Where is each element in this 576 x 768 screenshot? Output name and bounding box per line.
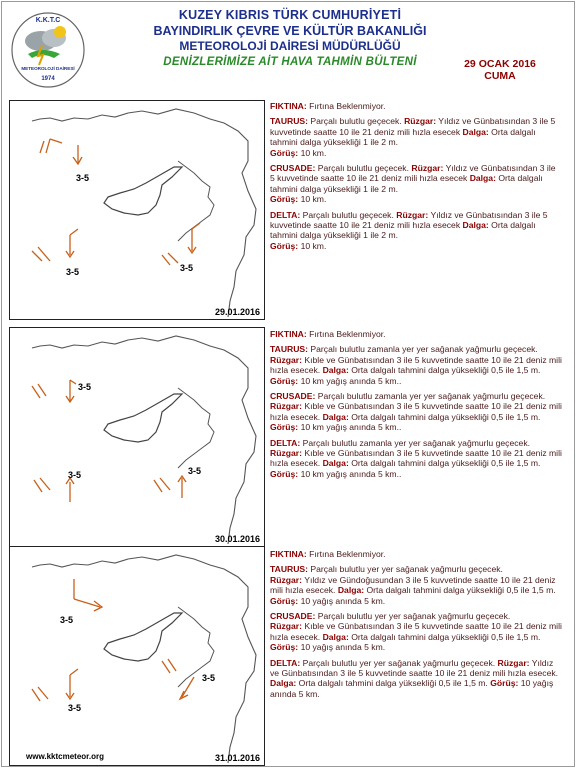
forecast-text-day1: FIKTINA: Fırtına Beklenmiyor. TAURUS: Parçalı bulutlu geçecek. Rüzgar: Yıldız ve Günbatısından 3 ile 5 kuvvetinde saatte 10 ile 21 deniz mili hızla esecek Dalga: Orta dalgalı tahmini dalga yüksekliği 1 ile 2 m. Görüş: 10 km. CRUSADE: Parçalı bulutlu geçecek. Rüzgar: Yıldız ve Günbatısından 3 ile 5 kuvvetinde saatte 10 ile 21 deniz mili hızla esecek Dalga: Orta dalgalı tahmini dalga yüksekliği 1 ile 2 m. Görüş: 10 km. DELTA: Parçalı bulutlu geçecek. Rüzgar: Yıldız ve Günbatısından 3 ile 5 kuvvetinde saatte 10 ile 21 deniz mili hızla esecek Dalga: Orta dalgalı tahmini dalga yüksekliği 1 ile 2 m. Görüş: 10 km. [270, 101, 556, 251]
wind-arrow-crusade [32, 229, 78, 261]
wind-force-delta: 3-5 [188, 466, 202, 476]
svg-text:METEOROLOJİ DAİRESİ: METEOROLOJİ DAİRESİ [21, 66, 75, 71]
meteorology-logo [8, 8, 88, 90]
header-country: KUZEY KIBRIS TÜRK CUMHURİYETİ [178, 8, 402, 22]
forecast-map-day1 [9, 100, 265, 320]
map-date: 30.01.2016 [214, 534, 260, 544]
header-department: METEOROLOJİ DAİRESİ MÜDÜRLÜĞÜ [179, 39, 401, 53]
map-date: 31.01.2016 [214, 753, 260, 763]
wind-arrow-crusade [32, 669, 78, 701]
sea-regions-map [10, 328, 264, 546]
wind-force-taurus: 3-5 [78, 382, 92, 392]
wind-force-taurus: 3-5 [60, 615, 74, 625]
wind-force-delta: 3-5 [202, 673, 216, 683]
wind-arrow-delta [162, 659, 194, 699]
forecast-map-day3 [9, 546, 265, 766]
wind-arrow-taurus [74, 579, 102, 611]
wind-force-crusade: 3-5 [66, 267, 80, 277]
issue-date: 29 OCAK 2016 [464, 58, 536, 70]
wind-force-taurus: 3-5 [76, 173, 90, 183]
svg-text:1974: 1974 [41, 76, 55, 82]
svg-text:K.K.T.C: K.K.T.C [35, 17, 61, 24]
header-ministry: BAYINDIRLIK ÇEVRE VE KÜLTÜR BAKANLIĞI [153, 24, 427, 38]
sea-regions-map [10, 101, 264, 319]
wind-arrow-taurus [40, 139, 82, 164]
sea-regions-map [10, 547, 264, 765]
forecast-text-day3: FIKTINA: Fırtına Beklenmiyor. TAURUS: Parçalı bulutlu yer yer sağanak yağmurlu geçecek. Rüzgar: Yıldız ve Gündoğusundan 3 ile 5 kuvvetinde saatte 10 ile 21 deniz mili hızla esecek. Dalga: Orta dalgalı tahmini dalga yüksekliği 0,5 ile 1,5 m. Görüş: 10 yağış anında 5 km. CRUSADE: Parçalı bulutlu yer yer sağanak yağmurlu geçecek. Rüzgar: Kıble ve Günbatısından 3 ile 5 kuvvetinde saatte 10 ile 21 deniz mili hızla esecek. Dalga: Orta dalgalı tahmini dalga yüksekliği 0,5 ile 1,5 m. Görüş: 10 yağış anında 5 km. DELTA: Parçalı bulutlu yer yer sağanak yağmurlu geçecek. Rüzgar: Yıldız ve Günbatısından 3 ile 5 kuvvetinde saatte 10 ile 21 deniz mili hızla esecek. Dalga: Orta dalgalı tahmini dalga yüksekliği 0,5 ile 1,5 m. Görüş: 10 yağış anında 5 km. [270, 549, 562, 699]
wind-force-delta: 3-5 [180, 263, 194, 273]
wind-force-crusade: 3-5 [68, 703, 82, 713]
bulletin-title: DENİZLERİMİZE AİT HAVA TAHMİN BÜLTENİ [163, 56, 417, 68]
forecast-map-day2 [9, 327, 265, 547]
forecast-text-day2: FIKTINA: Fırtına Beklenmiyor. TAURUS: Parçalı bulutlu zamanla yer yer sağanak yağmurlu geçecek. Rüzgar: Kıble ve Günbatısından 3 ile 5 kuvvetinde saatte 10 ile 21 deniz mili hızla esecek. Dalga: Orta dalgalı tahmini dalga yüksekliği 0,5 ile 1,5 m. Görüş: 10 km yağış anında 5 km.. CRUSADE: Parçalı bulutlu zamanla yer yer sağanak yağmurlu geçecek. Rüzgar: Kıble ve Günbatısından 3 ile 5 kuvvetinde saatte 10 ile 21 deniz mili hızla esecek. Dalga: Orta dalgalı tahmini dalga yüksekliği 0,5 ile 1,5 m. Görüş: 10 km yağış anında 5 km.. DELTA: Parçalı bulutlu zamanla yer yer sağanak yağmurlu geçecek. Rüzgar: Kıble ve Günbatısından 3 ile 5 kuvvetinde saatte 10 ile 21 deniz mili hızla esecek. Dalga: Orta dalgalı tahmini dalga yüksekliği 0,5 ile 1,5 m. Görüş: 10 km yağış anında 5 km.. [270, 329, 562, 479]
wind-arrow-delta [154, 476, 186, 498]
wind-arrow-delta [162, 223, 200, 265]
fiktina-text: Fırtına Beklenmiyor. [309, 101, 386, 111]
wind-arrow-crusade [34, 478, 74, 502]
website-link[interactable]: www.kktcmeteor.org [26, 752, 104, 761]
wind-arrow-taurus [32, 380, 76, 402]
map-date: 29.01.2016 [214, 307, 260, 317]
wind-force-crusade: 3-5 [68, 470, 82, 480]
issue-weekday: CUMA [484, 70, 516, 82]
